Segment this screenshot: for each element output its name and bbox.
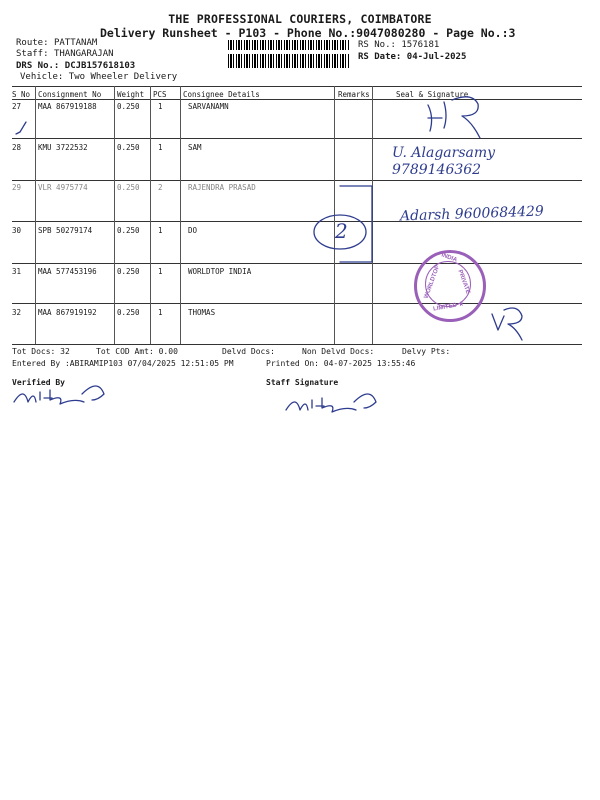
- row-consignment: MAA 577453196: [38, 267, 97, 276]
- stamp-lettering: WORLDTOP: [423, 264, 442, 300]
- col-header-consignee: Consignee Details: [183, 90, 260, 99]
- row-sno: 32: [12, 308, 22, 317]
- stamp-lettering: PRIVATE: [456, 269, 471, 295]
- staff-label: Staff:: [16, 49, 49, 59]
- handwritten-receiver-name: U. Alagarsamy: [392, 145, 496, 161]
- staff-value: THANGARAJAN: [53, 49, 114, 59]
- row-consignment: VLR 4975774: [38, 183, 88, 192]
- row-consignee: THOMAS: [188, 308, 216, 317]
- row-consignment: SPB 50279174: [38, 226, 93, 235]
- tick-mark: [16, 122, 26, 134]
- delivery-points: Delvy Pts:: [402, 347, 451, 356]
- bracket-mark: [340, 186, 372, 262]
- total-docs: Tot Docs: 32: [12, 347, 70, 356]
- row-weight: 0.250: [117, 267, 140, 276]
- row-pcs: 2: [158, 183, 163, 192]
- vehicle-value: Two Wheeler Delivery: [68, 72, 178, 82]
- row-sno: 27: [12, 102, 22, 111]
- rs-date-label: RS Date:: [358, 52, 402, 62]
- col-header-seal-signature: Seal & Signature: [396, 90, 469, 99]
- row-pcs: 1: [158, 267, 163, 276]
- vehicle-label: Vehicle:: [20, 72, 64, 82]
- rs-no-label: RS No.:: [358, 40, 396, 50]
- row-consignee: SARVANAMN: [188, 102, 229, 111]
- row-sno: 29: [12, 183, 22, 192]
- total-cod-amount: Tot COD Amt: 0.00: [96, 347, 178, 356]
- verified-by-label: Verified By: [12, 378, 65, 387]
- company-seal-stamp: [414, 250, 486, 322]
- rs-no-value: 1576181: [401, 40, 440, 50]
- route-label: Route:: [16, 38, 49, 48]
- row-pcs: 1: [158, 226, 163, 235]
- stamp-lettering: LIMITED ★: [432, 301, 465, 313]
- row-consignment: MAA 867919192: [38, 308, 97, 317]
- verifier-signature: [14, 386, 104, 404]
- row-weight: 0.250: [117, 143, 140, 152]
- handwritten-phone-number: 9789146362: [392, 162, 482, 178]
- non-delivered-docs: Non Delvd Docs:: [302, 347, 375, 356]
- row-pcs: 1: [158, 143, 163, 152]
- route-value: PATTANAM: [53, 38, 98, 48]
- row-weight: 0.250: [117, 102, 140, 111]
- row-consignment: KMU 3722532: [38, 143, 88, 152]
- circle-mark: [314, 215, 366, 249]
- row-consignee: WORLDTOP INDIA: [188, 267, 252, 276]
- staff-signature-label: Staff Signature: [266, 378, 339, 387]
- row-sno: 30: [12, 226, 22, 235]
- printed-on: Printed On: 04-07-2025 13:55:46: [266, 359, 416, 368]
- entered-by: Entered By :ABIRAMIP103 07/04/2025 12:51:05 PM: [12, 359, 234, 368]
- row-sno: 31: [12, 267, 22, 276]
- row-sno: 28: [12, 143, 22, 152]
- row-consignee: DO: [188, 226, 198, 235]
- initials-mark: [492, 308, 522, 340]
- col-header-remarks: Remarks: [338, 90, 370, 99]
- col-header-weight: Weight: [117, 90, 145, 99]
- delivered-docs: Delvd Docs:: [222, 347, 275, 356]
- runsheet-title: Delivery Runsheet - P103 - Phone No.:9047080280 - Page No.:3: [100, 26, 516, 40]
- row-consignee: SAM: [188, 143, 202, 152]
- staff-signature: [286, 394, 376, 412]
- row-weight: 0.250: [117, 226, 140, 235]
- drs-label: DRS No.:: [16, 61, 60, 71]
- handwritten-count: 2: [335, 219, 348, 243]
- row-consignment: MAA 867919188: [38, 102, 97, 111]
- row-weight: 0.250: [117, 308, 140, 317]
- col-header-consignment: Consignment No: [38, 90, 102, 99]
- drs-value: DCJB157618103: [64, 61, 136, 71]
- initials-mark: [452, 97, 480, 138]
- row-pcs: 1: [158, 308, 163, 317]
- row-consignee: RAJENDRA PRASAD: [188, 183, 256, 192]
- initials-mark: [428, 102, 446, 131]
- handwritten-name-phone: Adarsh 9600684429: [399, 203, 545, 225]
- rs-date-value: 04-Jul-2025: [406, 52, 467, 62]
- row-weight: 0.250: [117, 183, 140, 192]
- company-title: THE PROFESSIONAL COURIERS, COIMBATORE: [168, 12, 432, 26]
- col-header-pcs: PCS: [153, 90, 167, 99]
- stamp-lettering: INDIA: [440, 252, 458, 264]
- col-header-sno: S No: [12, 90, 31, 99]
- row-pcs: 1: [158, 102, 163, 111]
